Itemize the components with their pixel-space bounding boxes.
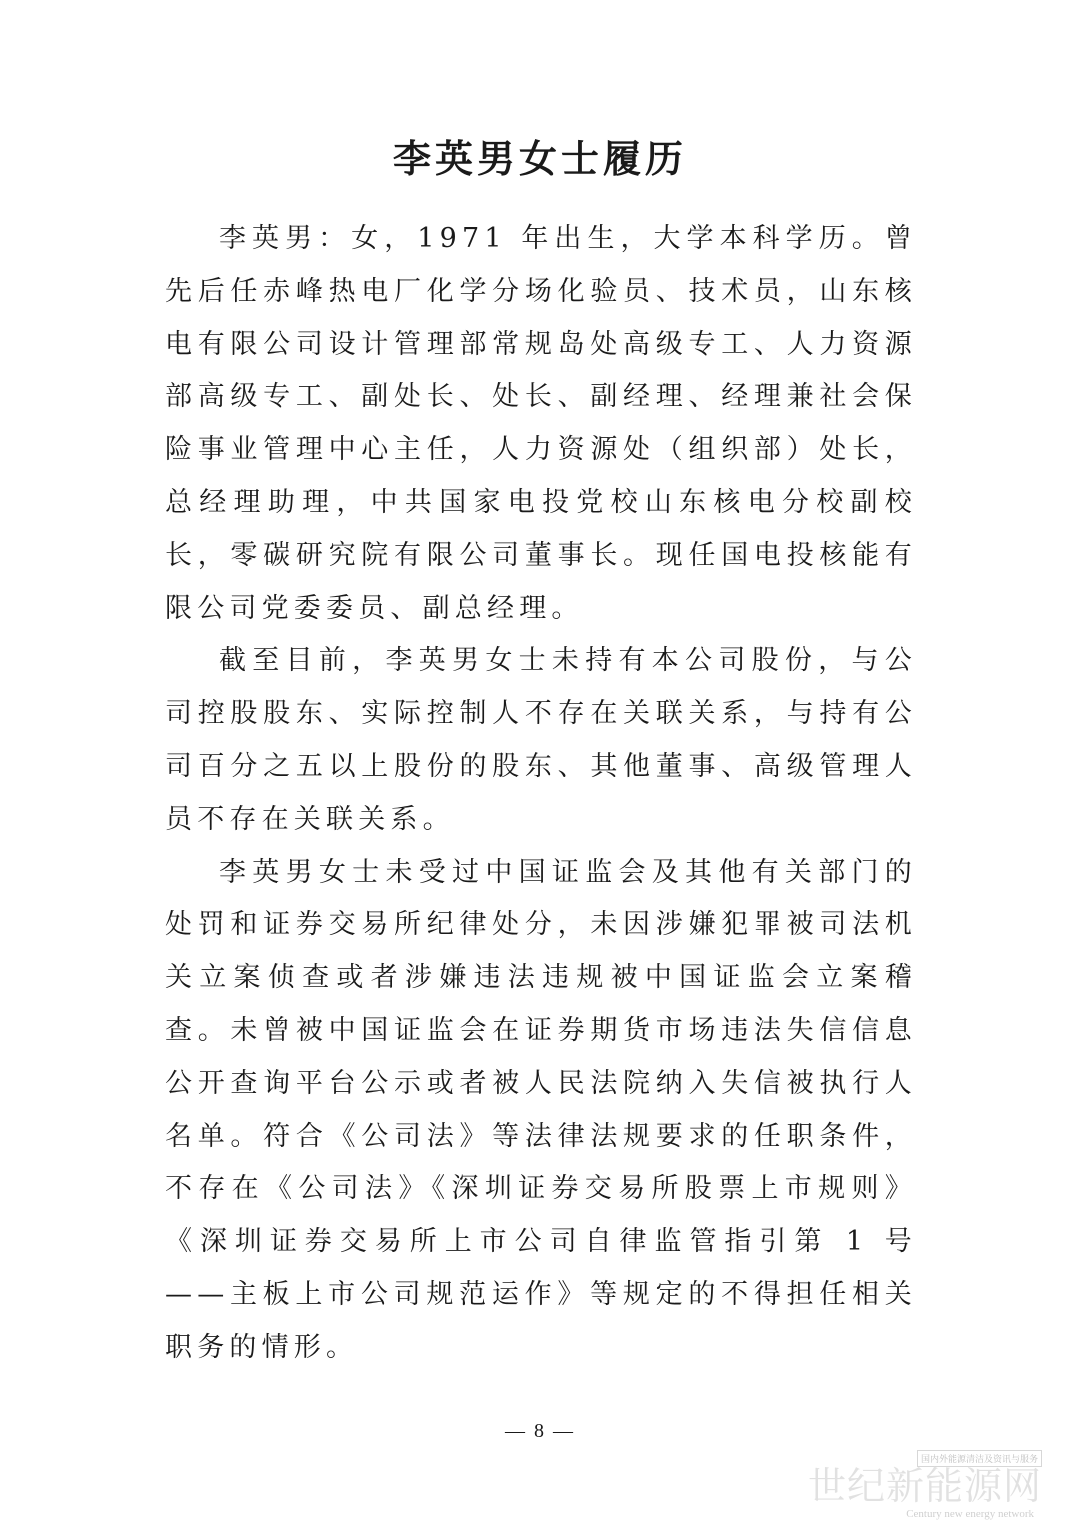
paragraph-shareholding: 截至目前，李英男女士未持有本公司股份，与公司控股股东、实际控制人不存在关联关系，与持有公司百分之五以上股份的股东、其他董事、高级管理人员不存在关联关系。: [165, 645, 917, 835]
paragraph-compliance: 李英男女士未受过中国证监会及其他有关部门的处罚和证券交易所纪律处分，未因涉嫌犯罪被司法机关立案侦查或者涉嫌违法违规被中国证监会立案稽查。未曾被中国证监会在证券期货市场违法失信信息公开查询平台公示或者被人民法院纳入失信被执行人名单。符合《公司法》等法律法规要求的任职条件，不存在《公司法》《深圳证券交易所股票上市规则》《深圳证券交易所上市公司自律监管指引第 1 号——主板上市公司规范运作》等规定的不得担任相关职务的情形。: [165, 856, 917, 1363]
page-number: — 8 —: [505, 1420, 575, 1442]
document-body: [165, 213, 917, 1375]
paragraph-biography: 李英男：女，1971 年出生，大学本科学历。曾先后任赤峰热电厂化学分场化验员、技术员，山东核电有限公司设计管理部常规岛处高级专工、人力资源部高级专工、副处长、处长、副经理、经理兼社会保险事业管理中心主任，人力资源处（组织部）处长，总经理助理，中共国家电投党校山东核电分校副校长，零碳研究院有限公司董事长。现任国电投核能有限公司党委委员、副总经理。: [165, 223, 917, 624]
watermark-tag: 国内外能源清洁及资讯与服务: [917, 1450, 1042, 1467]
document-title: 李英男女士履历: [392, 137, 687, 181]
watermark-main: 世纪新能源网: [807, 1464, 1042, 1508]
watermark-logo: [807, 1450, 1042, 1525]
watermark-sub: Century new energy network: [906, 1508, 1034, 1520]
